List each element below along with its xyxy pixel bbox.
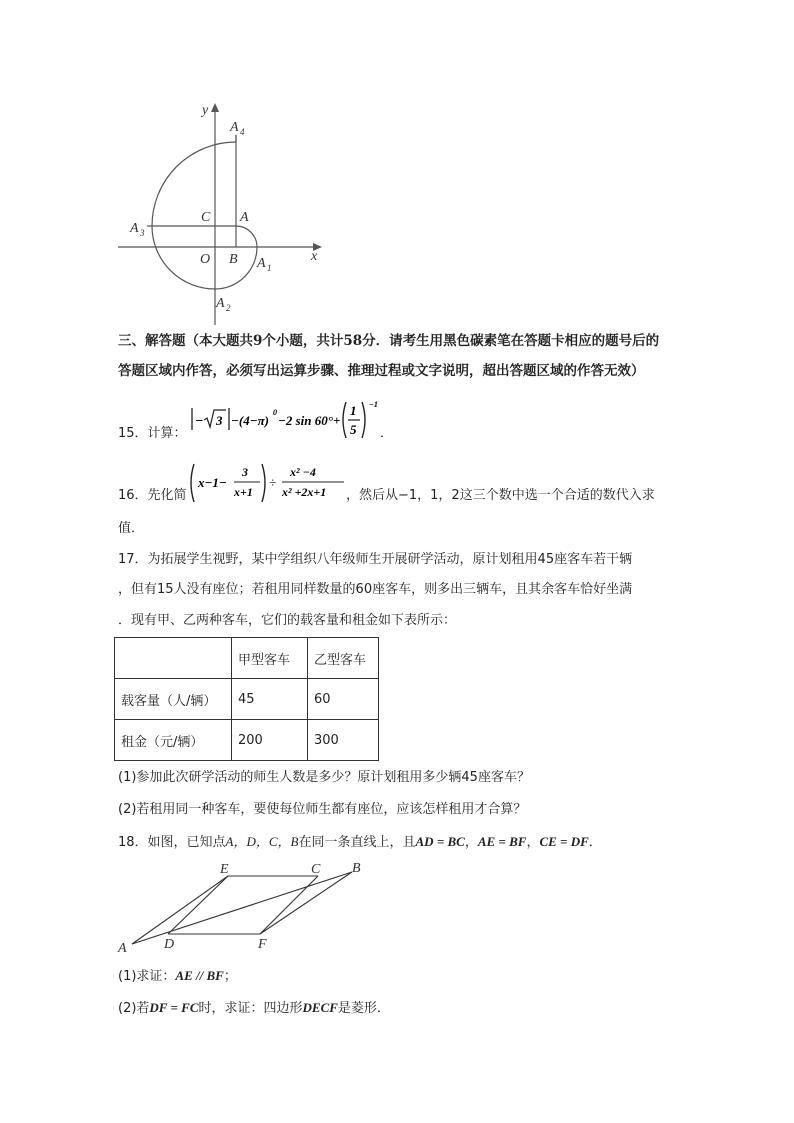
label-a2: A [216, 296, 225, 311]
q18-sep1: ， [464, 835, 478, 850]
q18-sub1 [118, 966, 237, 987]
q18-sub1-end: ； [223, 969, 237, 984]
q18-points: A，D，C，B [225, 834, 299, 849]
q16-f1-num: 3 [242, 465, 248, 479]
parallelogram-figure [112, 858, 372, 958]
table-cell: 租金（元/辆） [115, 720, 232, 761]
arc-a3-a4 [152, 142, 236, 226]
section-header-line1: 三、解答题（本大题共9个小题，共计58分．请考生用黑色碳素笔在答题卡相应的题号后的 [118, 333, 660, 349]
label-a4: A [230, 120, 239, 135]
label-x: x [311, 249, 318, 264]
label-a3: A [130, 221, 139, 236]
q18-sep2: ， [526, 835, 540, 850]
q16-prefix: 16．先化简 [118, 488, 187, 503]
q16-f2-num: x² −4 [290, 465, 316, 479]
table-header-cell: 乙型客车 [308, 638, 379, 679]
q18-sub2-mid: 时，求证：四边形 [198, 1001, 303, 1016]
q16-suffix: ，然后从−1，1，2这三个数中选一个合适的数代入求 [346, 488, 655, 503]
label-a3-sub: 3 [140, 228, 145, 238]
q18-sub2 [118, 998, 390, 1019]
q15-suffix: ． [380, 426, 394, 441]
table-row [115, 679, 379, 720]
segment-ed [168, 876, 228, 934]
label-a: A [240, 210, 249, 225]
q18-sub2-prefix: (2)若 [118, 1001, 150, 1016]
label-a4-sub: 4 [240, 127, 245, 137]
table-row [115, 720, 379, 761]
label-c: C [201, 210, 211, 225]
label-y: y [202, 103, 209, 118]
q15-frac-den: 5 [350, 422, 357, 437]
q18-end: ． [588, 835, 602, 850]
table-header-cell [115, 638, 232, 679]
q17-line2: ，但有15人没有座位；若租用同样数量的60座客车，则多出三辆车，且其余客车恰好坐满 [118, 582, 633, 597]
q17-sub1: (1)参加此次研学活动的师生人数是多少？原计划租用多少辆45座客车？ [118, 770, 530, 785]
q15-part2: −(4−π) [231, 413, 270, 428]
q18-sub2-expr: DF = FC [149, 1000, 199, 1015]
q18-eq2: AE = BF [477, 834, 527, 849]
q18-statement [118, 832, 602, 853]
table-cell: 200 [232, 720, 308, 761]
q15-sqrt-arg: 3 [216, 413, 223, 428]
label-b2: B [352, 861, 361, 876]
table-header-cell: 甲型客车 [232, 638, 308, 679]
q17-line3: ．现有甲、乙两种客车，它们的载客量和租金如下表所示： [118, 613, 457, 628]
q16-div: ÷ [269, 475, 277, 490]
q17-bus-table [114, 637, 379, 761]
y-axis-arrow [211, 103, 219, 112]
q16-expression [188, 460, 348, 506]
q15-expression [186, 398, 386, 442]
table-header-row [115, 638, 379, 679]
label-d: D [164, 937, 175, 952]
q18-sub2-shape: DECF [302, 1000, 338, 1015]
table-cell: 60 [308, 679, 379, 720]
label-b: B [229, 252, 238, 267]
q15-part3: −2 sin 60°+ [278, 413, 341, 428]
coordinate-spiral-figure [110, 95, 340, 330]
label-a2-sub: 2 [226, 303, 231, 313]
q18-eq1: AD = BC [415, 834, 465, 849]
q17-sub2: (2)若租用同一种客车，要使每位师生都有座位，应该怎样租用才合算？ [118, 802, 527, 817]
table-cell: 载客量（人/辆） [115, 679, 232, 720]
q18-sub1-expr: AE // BF [175, 968, 224, 983]
q16-part1: x−1− [198, 475, 227, 490]
q18-sub1-prefix: (1)求证： [118, 969, 176, 984]
label-o: O [200, 252, 211, 267]
label-c2: C [311, 862, 321, 877]
arc-a-a1 [236, 226, 257, 247]
q16-f1-den: x+1 [234, 485, 253, 499]
section-header-line2: 答题区域内作答，必须写出运算步骤、推理过程或文字说明，超出答题区域的作答无效） [118, 363, 645, 379]
label-e: E [220, 862, 229, 877]
label-a1: A [257, 256, 266, 271]
q15-exp-neg1: −1 [369, 400, 378, 409]
q17-line1: 17．为拓展学生视野，某中学组织八年级师生开展研学活动，原计划租用45座客车若干辆 [118, 552, 633, 567]
q18-mid: 在同一条直线上，且 [298, 835, 416, 850]
q15-minus: − [195, 414, 204, 429]
q16-line2: 值． [118, 521, 145, 536]
label-a1-sub: 1 [267, 263, 272, 273]
q18-sub2-end: 是菱形． [337, 1001, 390, 1016]
q18-eq3: CE = DF [539, 834, 589, 849]
label-a-2: A [118, 941, 127, 956]
segment-cf [260, 876, 318, 934]
q15-exp0: 0 [273, 408, 277, 417]
segment-ab-line [132, 872, 352, 944]
q15-prefix: 15．计算： [118, 426, 187, 441]
table-cell: 300 [308, 720, 379, 761]
segment-bf [260, 872, 352, 934]
table-cell: 45 [232, 679, 308, 720]
q18-prefix: 18．如图，已知点 [118, 835, 226, 850]
label-f: F [258, 937, 267, 952]
q15-frac-num: 1 [350, 403, 357, 418]
q16-f2-den: x² +2x+1 [282, 485, 327, 499]
